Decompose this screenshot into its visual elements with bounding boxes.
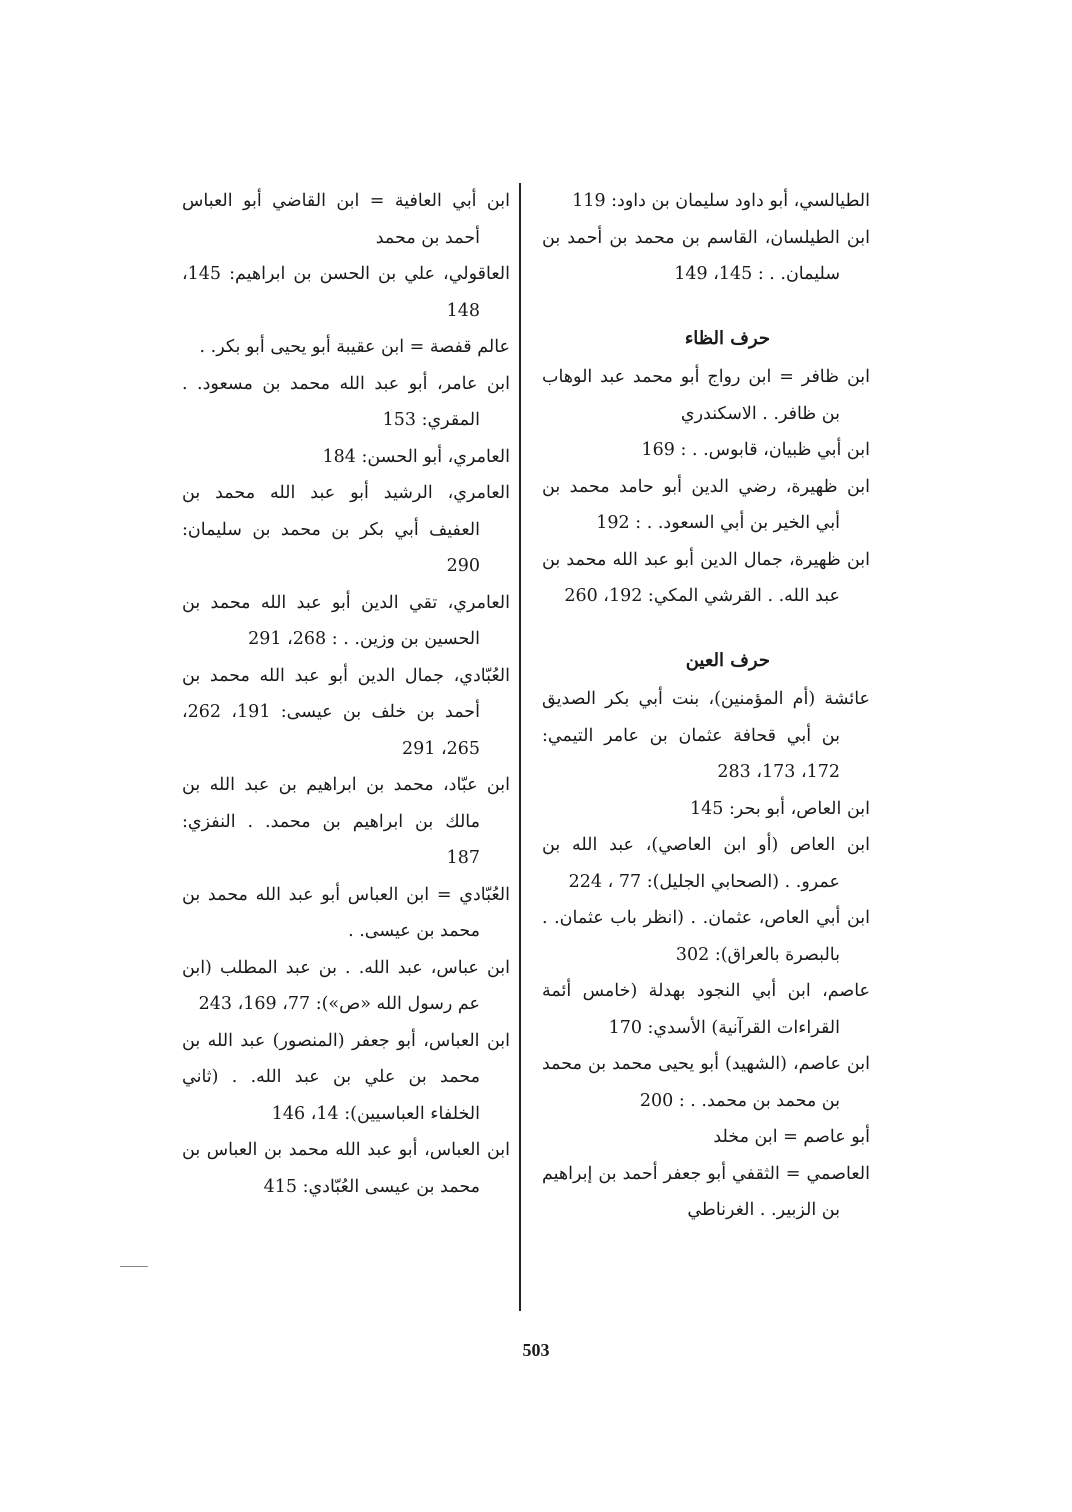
index-entry: العامري، تقي الدين أبو عبد الله محمد بن الحسين بن وزين. . : 268، 291 xyxy=(182,592,510,649)
index-entry: ابن العاص، أبو بحر: 145 xyxy=(690,798,870,819)
index-entry: ابن ظهيرة، رضي الدين أبو حامد محمد بن أبي الخير بن أبي السعود. . : 192 xyxy=(542,476,870,533)
index-entry: أبو عاصم = ابن مخلد xyxy=(713,1127,870,1147)
index-entry: ابن أبي العاص، عثمان. . (انظر باب عثمان. . بالبصرة بالعراق): 302 xyxy=(542,908,870,965)
index-entry: ابن عباس، عبد الله. . بن عبد المطلب (ابن عم رسول الله «ص»): 77، 169، 243 xyxy=(182,957,510,1014)
index-entry: العامري، الرشيد أبو عبد الله محمد بن العفيف أبي بكر بن محمد بن سليمان: 290 xyxy=(182,483,510,576)
index-entry: ابن العباس، أبو جعفر (المنصور) عبد الله بن محمد بن علي بن عبد الله. . (ثاني الخلفاء العباسيين): 14، 146 xyxy=(182,1030,510,1124)
index-entry: العُبّادي = ابن العباس أبو عبد الله محمد بن محمد بن عيسى. . xyxy=(182,884,510,941)
index-entry: ابن العباس، أبو عبد الله محمد بن العباس بن محمد بن عيسى العُبّادي: 415 xyxy=(182,1140,510,1197)
index-column-right xyxy=(542,183,870,1229)
index-entry: ابن عبّاد، محمد بن ابراهيم بن عبد الله بن مالك بن ابراهيم بن محمد. . النفزي: 187 xyxy=(182,775,510,868)
index-entry: العاقولي، علي بن الحسن بن ابراهيم: 145، 148 xyxy=(182,264,510,321)
index-entry: ابن أبي ظبيان، قابوس. . : 169 xyxy=(641,440,870,460)
index-entry: الطيالسي، أبو داود سليمان بن داود: 119 xyxy=(572,191,870,211)
index-entry: ابن ظهيرة، جمال الدين أبو عبد الله محمد بن عبد الله. . القرشي المكي: 192، 260 xyxy=(542,549,870,606)
page-number: 503 xyxy=(522,1340,550,1360)
index-entry: ابن العاص (أو ابن العاصي)، عبد الله بن عمرو. . (الصحابي الجليل): 77 ، 224 xyxy=(542,835,870,892)
index-entry: عائشة (أم المؤمنين)، بنت أبي بكر الصديق بن أبي قحافة عثمان بن عامر التيمي: 172، 173، 283 xyxy=(542,689,870,782)
section-heading-ain: حرف العين xyxy=(685,649,770,671)
scan-mark xyxy=(120,1266,148,1267)
index-entry: ابن عاصم، (الشهيد) أبو يحيى محمد بن محمد بن محمد بن محمد. . : 200 xyxy=(542,1054,870,1111)
index-entry: العاصمي = الثقفي أبو جعفر أحمد بن إبراهيم بن الزبير. . الغرناطي xyxy=(542,1163,870,1220)
index-entry: عاصم، ابن أبي النجود بهدلة (خامس أئمة القراءات القرآنية) الأسدي: 170 xyxy=(542,981,870,1038)
section-heading-zaa: حرف الظاء xyxy=(684,327,770,349)
index-column-left xyxy=(182,183,510,1205)
column-divider xyxy=(519,183,521,1311)
index-entry: العامري، أبو الحسن: 184 xyxy=(322,446,510,467)
index-entry: العُبّادي، جمال الدين أبو عبد الله محمد بن أحمد بن خلف بن عيسى: 191، 262، 265، 291 xyxy=(182,665,510,759)
index-entry: ابن عامر، أبو عبد الله محمد بن مسعود. . المقري: 153 xyxy=(182,373,510,430)
index-entry: ابن الطيلسان، القاسم بن محمد بن أحمد بن سليمان. . : 145، 149 xyxy=(542,227,870,284)
index-entry: ابن أبي العافية = ابن القاضي أبو العباس أحمد بن محمد xyxy=(182,191,510,248)
index-entry: عالم قفصة = ابن عقيبة أبو يحيى أبو بكر. . xyxy=(199,337,510,357)
index-entry: ابن ظافر = ابن رواج أبو محمد عبد الوهاب بن ظافر. . الاسكندري xyxy=(542,367,870,424)
